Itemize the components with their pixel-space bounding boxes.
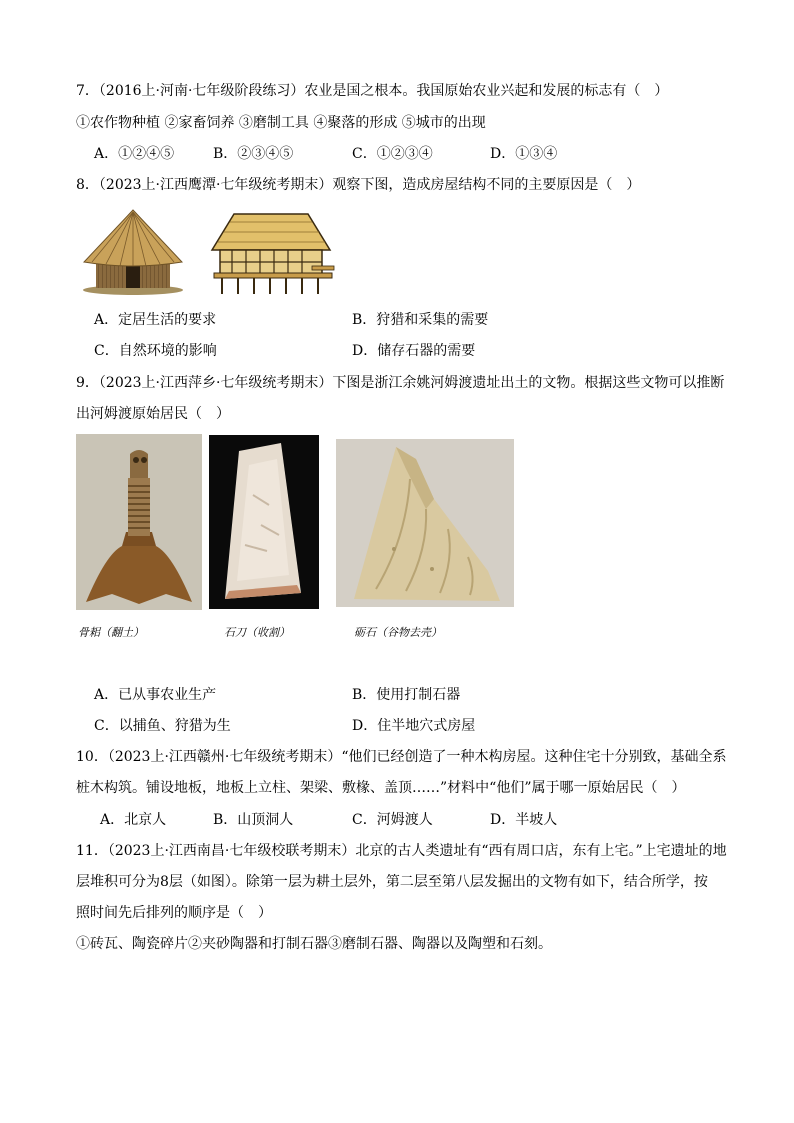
grinding-stone-caption: 砺石（谷物去壳） (354, 626, 442, 639)
q7-option-c: C．①②③④ (352, 146, 433, 162)
q9-option-d: D．住半地穴式房屋 (352, 718, 476, 734)
q9-option-a: A．已从事农业生产 (94, 687, 217, 703)
q8-option-b: B．狩猎和采集的需要 (352, 312, 489, 328)
q7-items: ①农作物种植 ②家畜饲养 ③磨制工具 ④聚落的形成 ⑤城市的出现 (76, 115, 486, 131)
q7-stem: 7．（2016上·河南·七年级阶段练习）农业是国之根本。我国原始农业兴起和发展的标志有（ ） (76, 83, 669, 99)
q7-option-a: A．①②④⑤ (94, 146, 175, 162)
bone-spade-caption: 骨耜（翻土） (78, 626, 144, 639)
q9-stem-line2: 出河姆渡原始居民（ ） (76, 406, 230, 422)
bone-spade-photo (76, 434, 202, 610)
q11-items: ①砖瓦、陶瓷碎片②夹砂陶器和打制石器③磨制石器、陶器以及陶塑和石刻。 (76, 936, 552, 952)
q7-option-d: D．①③④ (490, 146, 558, 162)
q11-stem-line3: 照时间先后排列的顺序是（ ） (76, 905, 272, 921)
q7-option-b: B．②③④⑤ (213, 146, 294, 162)
q9-stem-line1: 9．（2023上·江西萍乡·七年级统考期末）下图是浙江余姚河姆渡遗址出土的文物。根据这些文物可以推断 (76, 375, 725, 391)
stilt-house-image (204, 210, 336, 296)
round-thatched-hut-image (78, 208, 188, 296)
q10-option-d: D．半坡人 (490, 812, 558, 828)
q11-stem-line2: 层堆积可分为8层（如图）。除第一层为耕土层外，第二层至第八层发掘出的文物有如下，结合所学，按 (76, 874, 708, 890)
q9-option-c: C．以捕鱼、狩猎为生 (94, 718, 231, 734)
q9-option-b: B．使用打制石器 (352, 687, 461, 703)
q8-option-d: D．储存石器的需要 (352, 343, 476, 359)
q10-option-c: C．河姆渡人 (352, 812, 433, 828)
q10-stem-line1: 10．（2023上·江西赣州·七年级统考期末）“他们已经创造了一种木构房屋。这种住宅十分别致，基础全系 (76, 749, 727, 765)
q10-option-b: B．山顶洞人 (213, 812, 294, 828)
grinding-stone-photo (336, 439, 514, 607)
q8-option-a: A．定居生活的要求 (94, 312, 217, 328)
q8-option-c: C．自然环境的影响 (94, 343, 217, 359)
q10-option-a: A．北京人 (100, 812, 167, 828)
q11-stem-line1: 11．（2023上·江西南昌·七年级校联考期末）北京的古人类遗址有“西有周口店，东有上宅。”上宅遗址的地 (76, 843, 727, 859)
stone-knife-caption: 石刀（收割） (224, 626, 290, 639)
q10-stem-line2: 桩木构筑。铺设地板，地板上立柱、架梁、敷椽、盖顶……”材料中“他们”属于哪一原始居民（ ） (76, 780, 686, 796)
q8-stem: 8．（2023上·江西鹰潭·七年级统考期末）观察下图，造成房屋结构不同的主要原因是（ ） (76, 177, 641, 193)
stone-knife-photo (209, 435, 319, 609)
